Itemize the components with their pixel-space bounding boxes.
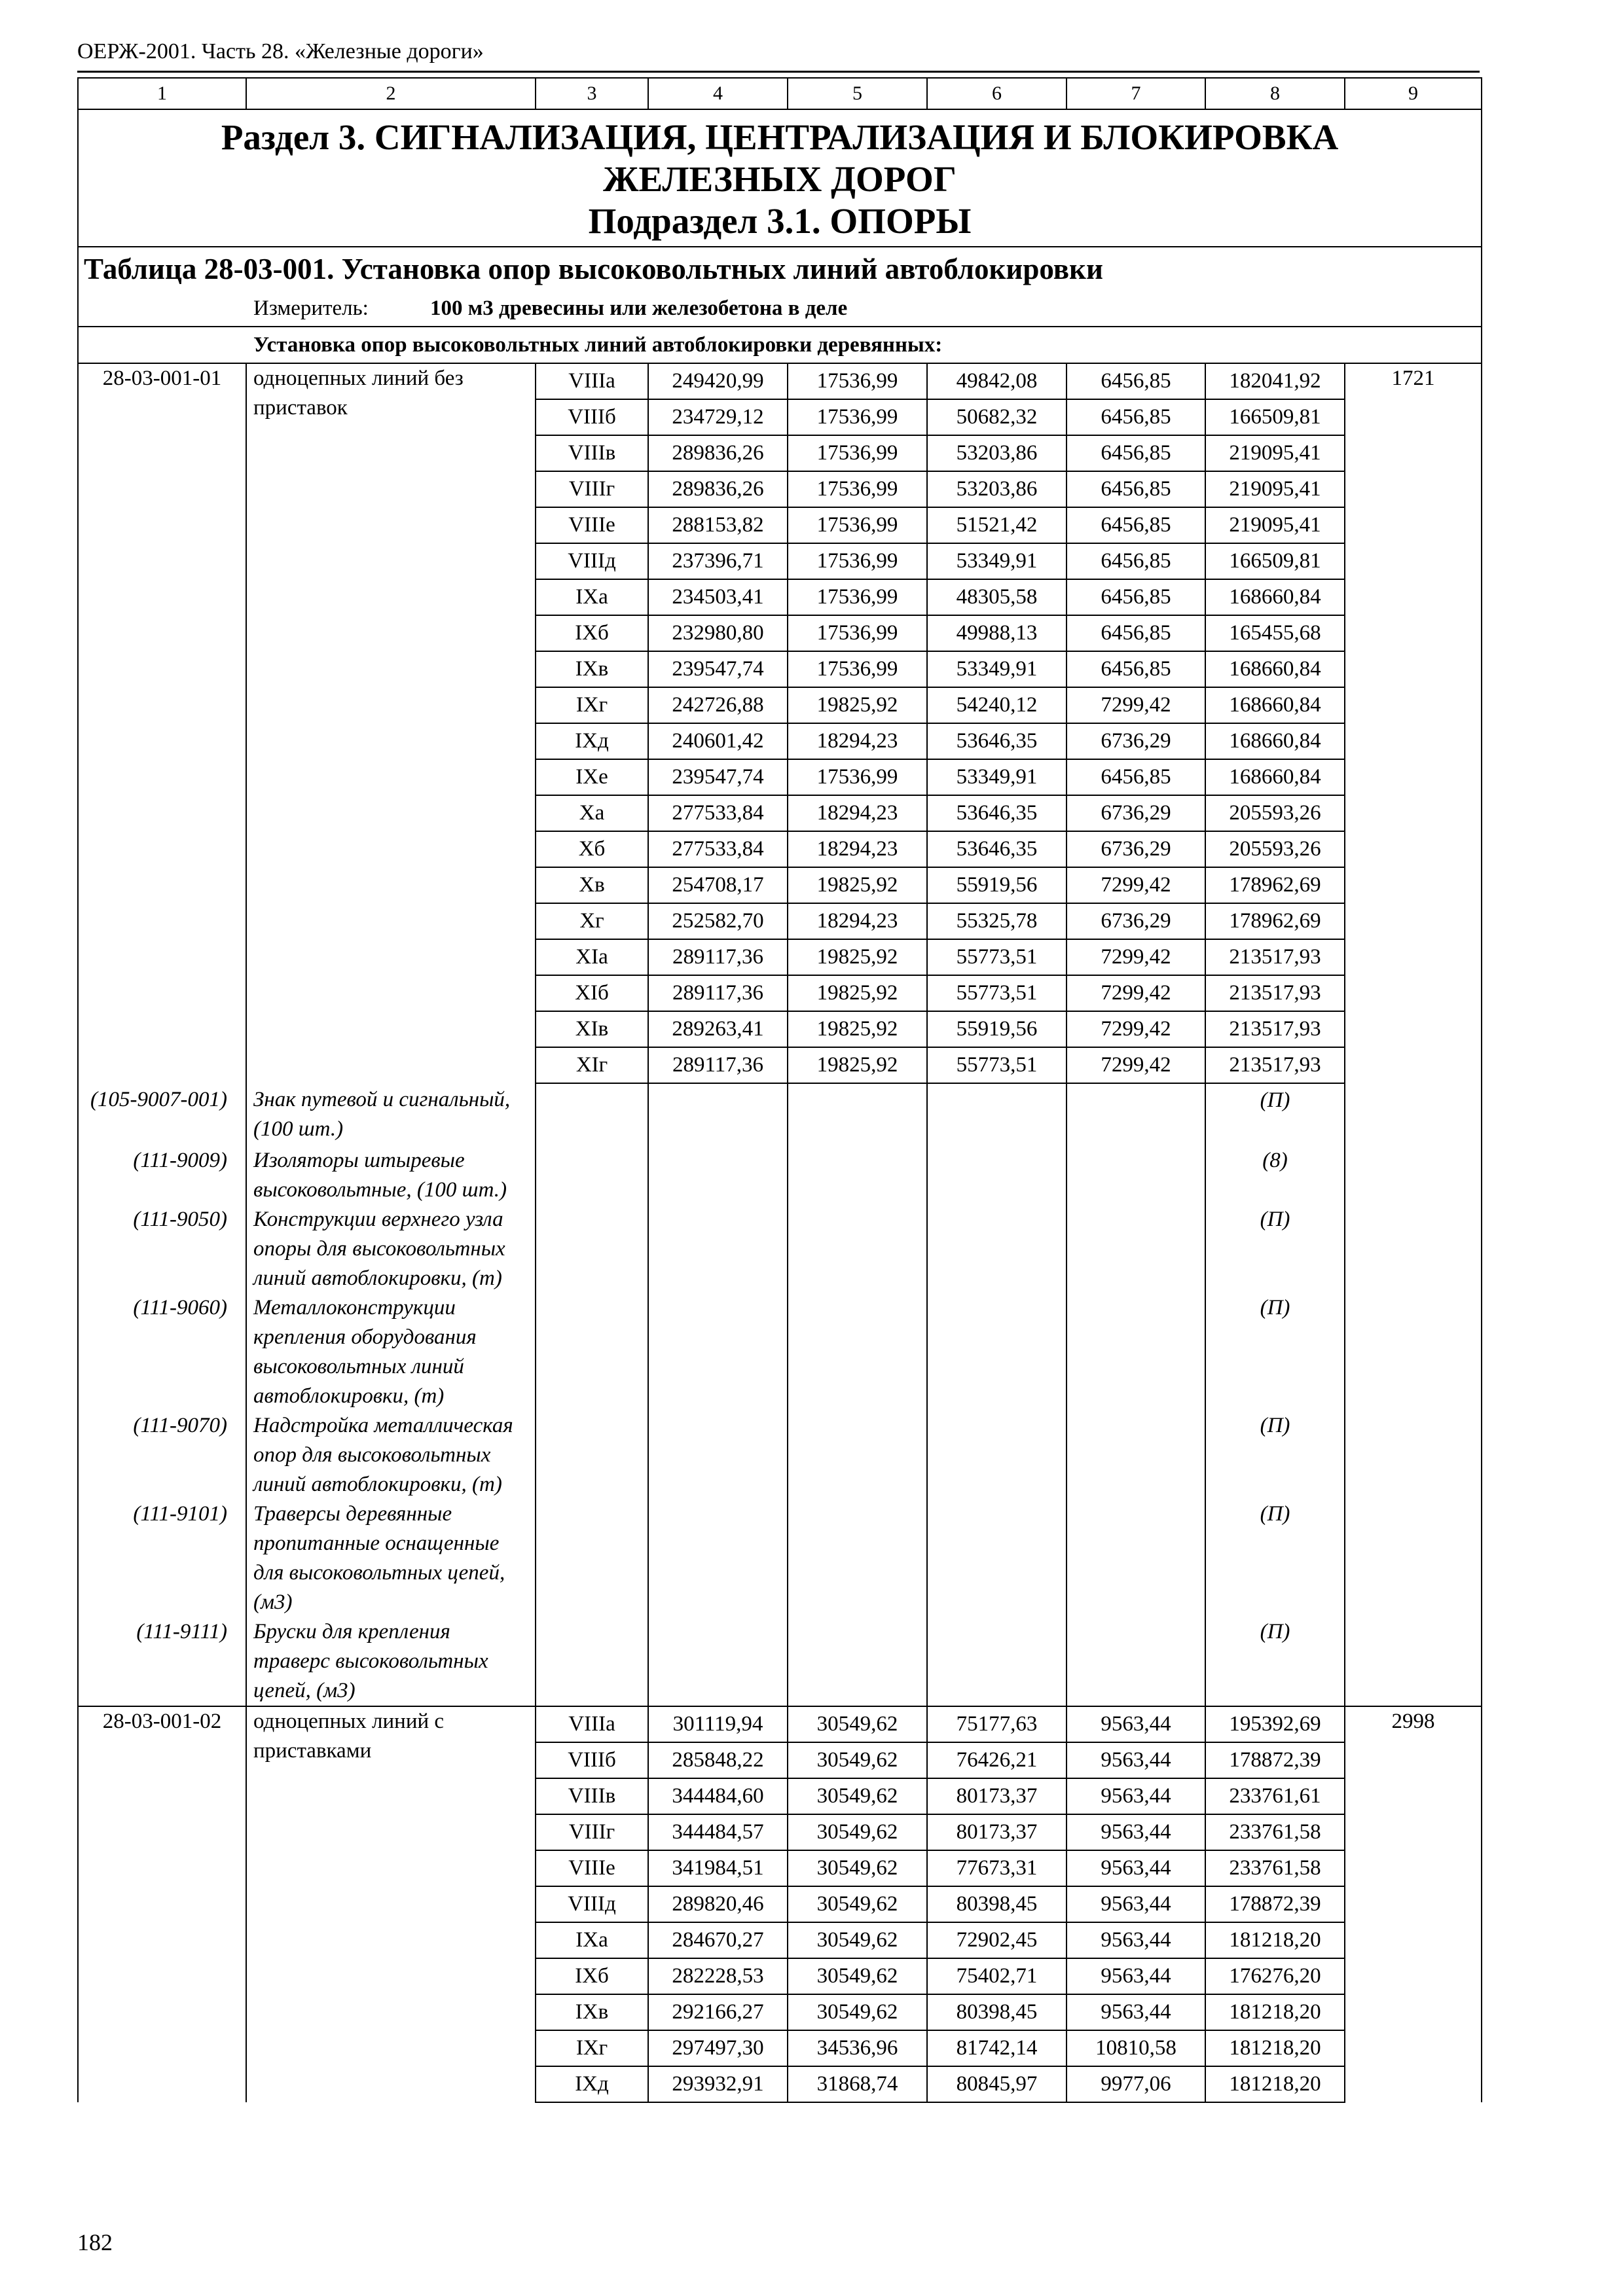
value-cell: 234503,41 — [648, 579, 788, 615]
empty-cell — [1067, 1499, 1205, 1617]
category-cell: Xг — [536, 903, 648, 939]
value-cell: 81742,14 — [927, 2030, 1067, 2066]
value-cell: 6456,85 — [1067, 471, 1205, 507]
value-cell: 54240,12 — [927, 687, 1067, 723]
empty-cell — [1067, 1617, 1205, 1706]
value-cell: 168660,84 — [1205, 579, 1345, 615]
value-cell: 7299,42 — [1067, 939, 1205, 975]
resource-row — [78, 1146, 1482, 1205]
section-title-line: Раздел 3. СИГНАЛИЗАЦИЯ, ЦЕНТРАЛИЗАЦИЯ И БЛОКИРОВКА — [221, 117, 1339, 157]
value-cell: 289836,26 — [648, 471, 788, 507]
empty-cell — [1067, 1293, 1205, 1411]
value-cell: 19825,92 — [788, 1011, 927, 1047]
value-cell: 277533,84 — [648, 831, 788, 867]
value-cell: 80398,45 — [927, 1994, 1067, 2030]
empty-cell — [648, 1146, 788, 1205]
value-cell: 205593,26 — [1205, 831, 1345, 867]
resource-row — [78, 1411, 1482, 1499]
value-cell: 17536,99 — [788, 435, 927, 471]
value-cell: 166509,81 — [1205, 399, 1345, 435]
table-row — [78, 1706, 1482, 1742]
empty-cell — [1345, 1083, 1482, 1146]
value-cell: 9563,44 — [1067, 1850, 1205, 1886]
empty-cell — [536, 1293, 648, 1411]
page-number: 182 — [77, 2229, 113, 2255]
value-cell: 80398,45 — [927, 1886, 1067, 1922]
value-cell: 9977,06 — [1067, 2066, 1205, 2102]
empty-cell — [788, 1411, 927, 1499]
empty-cell — [536, 1499, 648, 1617]
value-cell: 55773,51 — [927, 939, 1067, 975]
value-cell: 7299,42 — [1067, 1011, 1205, 1047]
running-header: ОЕРЖ-2001. Часть 28. «Железные дороги» — [77, 39, 484, 63]
category-cell: IXа — [536, 1922, 648, 1958]
value-cell: 17536,99 — [788, 543, 927, 579]
value-cell: 31868,74 — [788, 2066, 927, 2102]
empty-cell — [1067, 1083, 1205, 1146]
category-cell: IXв — [536, 651, 648, 687]
item-col9: 2998 — [1345, 1706, 1482, 2102]
value-cell: 176276,20 — [1205, 1958, 1345, 1994]
resource-name: Конструкции верхнего узла опоры для высоковольтных линий автоблокировки, (т) — [246, 1205, 536, 1293]
value-cell: 49988,13 — [927, 615, 1067, 651]
value-cell: 53203,86 — [927, 435, 1067, 471]
value-cell: 219095,41 — [1205, 471, 1345, 507]
value-cell: 80173,37 — [927, 1814, 1067, 1850]
value-cell: 17536,99 — [788, 471, 927, 507]
value-cell: 49842,08 — [927, 363, 1067, 399]
value-cell: 181218,20 — [1205, 1994, 1345, 2030]
category-cell: VIIIв — [536, 1778, 648, 1814]
empty-cell — [648, 1411, 788, 1499]
resource-value: (8) — [1205, 1146, 1345, 1205]
value-cell: 7299,42 — [1067, 975, 1205, 1011]
value-cell: 6456,85 — [1067, 759, 1205, 795]
empty-cell — [1345, 1499, 1482, 1617]
category-cell: XIг — [536, 1047, 648, 1083]
value-cell: 289820,46 — [648, 1886, 788, 1922]
empty-cell — [927, 1205, 1067, 1293]
empty-cell — [536, 1083, 648, 1146]
resource-value: (П) — [1205, 1411, 1345, 1499]
empty-cell — [1345, 1146, 1482, 1205]
value-cell: 234729,12 — [648, 399, 788, 435]
empty-cell — [927, 1617, 1067, 1706]
column-number: 6 — [927, 78, 1067, 109]
value-cell: 289117,36 — [648, 939, 788, 975]
empty-cell — [788, 1293, 927, 1411]
value-cell: 254708,17 — [648, 867, 788, 903]
category-cell: VIIIа — [536, 1706, 648, 1742]
value-cell: 6736,29 — [1067, 903, 1205, 939]
group-heading: Установка опор высоковольтных линий автоблокировки деревянных: — [78, 327, 1482, 363]
column-number: 8 — [1205, 78, 1345, 109]
resource-code: (111-9050) — [78, 1205, 246, 1293]
value-cell: 293932,91 — [648, 2066, 788, 2102]
value-cell: 19825,92 — [788, 1047, 927, 1083]
category-cell: IXд — [536, 2066, 648, 2102]
resource-value: (П) — [1205, 1293, 1345, 1411]
value-cell: 75177,63 — [927, 1706, 1067, 1742]
empty-cell — [1345, 1205, 1482, 1293]
resource-row — [78, 1083, 1482, 1146]
value-cell: 7299,42 — [1067, 867, 1205, 903]
value-cell: 9563,44 — [1067, 1994, 1205, 2030]
empty-cell — [648, 1499, 788, 1617]
value-cell: 168660,84 — [1205, 759, 1345, 795]
resource-value: (П) — [1205, 1499, 1345, 1617]
resource-row — [78, 1293, 1482, 1411]
group-heading-row — [78, 327, 1482, 363]
value-cell: 19825,92 — [788, 867, 927, 903]
value-cell: 289836,26 — [648, 435, 788, 471]
value-cell: 6736,29 — [1067, 831, 1205, 867]
category-cell: VIIIе — [536, 1850, 648, 1886]
category-cell: IXг — [536, 2030, 648, 2066]
value-cell: 34536,96 — [788, 2030, 927, 2066]
empty-cell — [927, 1293, 1067, 1411]
resource-code: (111-9101) — [78, 1499, 246, 1617]
value-cell: 80173,37 — [927, 1778, 1067, 1814]
empty-cell — [1067, 1411, 1205, 1499]
resource-row — [78, 1499, 1482, 1617]
rates-table — [77, 77, 1482, 2103]
value-cell: 55919,56 — [927, 867, 1067, 903]
value-cell: 53203,86 — [927, 471, 1067, 507]
value-cell: 219095,41 — [1205, 507, 1345, 543]
value-cell: 182041,92 — [1205, 363, 1345, 399]
value-cell: 6456,85 — [1067, 615, 1205, 651]
resource-name: Металлоконструкции крепления оборудования высоковольтных линий автоблокировки, (т) — [246, 1293, 536, 1411]
resource-row — [78, 1617, 1482, 1706]
value-cell: 288153,82 — [648, 507, 788, 543]
table-row — [78, 363, 1482, 399]
resource-name: Изоляторы штыревые высоковольтные, (100 шт.) — [246, 1146, 536, 1205]
meter — [78, 291, 1482, 327]
item-name: одноцепных линий без приставок — [246, 363, 536, 1083]
value-cell: 6456,85 — [1067, 543, 1205, 579]
section-title-line: ЖЕЛЕЗНЫХ ДОРОГ — [603, 159, 957, 199]
value-cell: 55325,78 — [927, 903, 1067, 939]
column-numbers-row — [78, 78, 1482, 109]
value-cell: 213517,93 — [1205, 939, 1345, 975]
meter-label: Измеритель: — [253, 296, 369, 320]
category-cell: IXа — [536, 579, 648, 615]
value-cell: 289263,41 — [648, 1011, 788, 1047]
value-cell: 9563,44 — [1067, 1922, 1205, 1958]
category-cell: VIIIа — [536, 363, 648, 399]
resource-name: Знак путевой и сигнальный, (100 шт.) — [246, 1083, 536, 1146]
value-cell: 18294,23 — [788, 723, 927, 759]
value-cell: 30549,62 — [788, 1850, 927, 1886]
value-cell: 205593,26 — [1205, 795, 1345, 831]
value-cell: 239547,74 — [648, 651, 788, 687]
value-cell: 6736,29 — [1067, 795, 1205, 831]
subsection-title: Подраздел 3.1. ОПОРЫ — [588, 201, 972, 241]
value-cell: 10810,58 — [1067, 2030, 1205, 2066]
value-cell: 242726,88 — [648, 687, 788, 723]
header-rule — [77, 71, 1480, 73]
value-cell: 9563,44 — [1067, 1778, 1205, 1814]
value-cell: 9563,44 — [1067, 1706, 1205, 1742]
item-code: 28-03-001-02 — [78, 1706, 246, 2102]
value-cell: 17536,99 — [788, 759, 927, 795]
value-cell: 75402,71 — [927, 1958, 1067, 1994]
category-cell: XIв — [536, 1011, 648, 1047]
value-cell: 181218,20 — [1205, 1922, 1345, 1958]
value-cell: 289117,36 — [648, 975, 788, 1011]
value-cell: 213517,93 — [1205, 975, 1345, 1011]
column-number: 3 — [536, 78, 648, 109]
resource-value: (П) — [1205, 1083, 1345, 1146]
empty-cell — [648, 1293, 788, 1411]
value-cell: 30549,62 — [788, 1958, 927, 1994]
value-cell: 344484,57 — [648, 1814, 788, 1850]
value-cell: 181218,20 — [1205, 2030, 1345, 2066]
column-number: 2 — [246, 78, 536, 109]
value-cell: 219095,41 — [1205, 435, 1345, 471]
value-cell: 19825,92 — [788, 975, 927, 1011]
empty-cell — [1067, 1146, 1205, 1205]
column-number: 9 — [1345, 78, 1482, 109]
empty-cell — [648, 1205, 788, 1293]
resource-code: (111-9009) — [78, 1146, 246, 1205]
empty-cell — [536, 1205, 648, 1293]
resource-name: Надстройка металлическая опор для высоковольтных линий автоблокировки, (т) — [246, 1411, 536, 1499]
category-cell: IXб — [536, 615, 648, 651]
empty-cell — [927, 1499, 1067, 1617]
value-cell: 284670,27 — [648, 1922, 788, 1958]
value-cell: 55773,51 — [927, 1047, 1067, 1083]
category-cell: VIIIе — [536, 507, 648, 543]
table-title-row — [78, 247, 1482, 291]
value-cell: 233761,58 — [1205, 1850, 1345, 1886]
value-cell: 233761,61 — [1205, 1778, 1345, 1814]
value-cell: 344484,60 — [648, 1778, 788, 1814]
value-cell: 7299,42 — [1067, 687, 1205, 723]
category-cell: VIIIг — [536, 1814, 648, 1850]
value-cell: 19825,92 — [788, 687, 927, 723]
value-cell: 292166,27 — [648, 1994, 788, 2030]
value-cell: 240601,42 — [648, 723, 788, 759]
value-cell: 168660,84 — [1205, 651, 1345, 687]
value-cell: 178962,69 — [1205, 867, 1345, 903]
item-code: 28-03-001-01 — [78, 363, 246, 1083]
value-cell: 72902,45 — [927, 1922, 1067, 1958]
value-cell: 53349,91 — [927, 543, 1067, 579]
value-cell: 9563,44 — [1067, 1814, 1205, 1850]
value-cell: 30549,62 — [788, 1994, 927, 2030]
value-cell: 237396,71 — [648, 543, 788, 579]
value-cell: 76426,21 — [927, 1742, 1067, 1778]
value-cell: 165455,68 — [1205, 615, 1345, 651]
value-cell: 178872,39 — [1205, 1742, 1345, 1778]
column-number: 5 — [788, 78, 927, 109]
value-cell: 181218,20 — [1205, 2066, 1345, 2102]
value-cell: 9563,44 — [1067, 1958, 1205, 1994]
category-cell: VIIIб — [536, 1742, 648, 1778]
empty-cell — [788, 1146, 927, 1205]
value-cell: 178962,69 — [1205, 903, 1345, 939]
value-cell: 168660,84 — [1205, 723, 1345, 759]
value-cell: 30549,62 — [788, 1922, 927, 1958]
value-cell: 17536,99 — [788, 399, 927, 435]
value-cell: 195392,69 — [1205, 1706, 1345, 1742]
category-cell: IXв — [536, 1994, 648, 2030]
value-cell: 19825,92 — [788, 939, 927, 975]
empty-cell — [536, 1411, 648, 1499]
value-cell: 166509,81 — [1205, 543, 1345, 579]
category-cell: Xб — [536, 831, 648, 867]
value-cell: 341984,51 — [648, 1850, 788, 1886]
category-cell: VIIIг — [536, 471, 648, 507]
value-cell: 232980,80 — [648, 615, 788, 651]
value-cell: 277533,84 — [648, 795, 788, 831]
value-cell: 17536,99 — [788, 507, 927, 543]
category-cell: VIIIб — [536, 399, 648, 435]
value-cell: 6456,85 — [1067, 507, 1205, 543]
empty-cell — [927, 1083, 1067, 1146]
value-cell: 17536,99 — [788, 615, 927, 651]
empty-cell — [927, 1146, 1067, 1205]
category-cell: XIб — [536, 975, 648, 1011]
category-cell: Xв — [536, 867, 648, 903]
empty-cell — [927, 1411, 1067, 1499]
column-number: 4 — [648, 78, 788, 109]
empty-cell — [648, 1617, 788, 1706]
resource-value: (П) — [1205, 1205, 1345, 1293]
empty-cell — [788, 1083, 927, 1146]
value-cell: 6456,85 — [1067, 651, 1205, 687]
value-cell: 30549,62 — [788, 1778, 927, 1814]
title-row — [78, 109, 1482, 247]
value-cell: 6456,85 — [1067, 435, 1205, 471]
category-cell: IXд — [536, 723, 648, 759]
value-cell: 51521,42 — [927, 507, 1067, 543]
value-cell: 289117,36 — [648, 1047, 788, 1083]
section-title — [78, 109, 1482, 247]
empty-cell — [1345, 1617, 1482, 1706]
value-cell: 30549,62 — [788, 1742, 927, 1778]
empty-cell — [788, 1617, 927, 1706]
value-cell: 213517,93 — [1205, 1011, 1345, 1047]
resource-code: (105-9007-001) — [78, 1083, 246, 1146]
column-number: 1 — [78, 78, 246, 109]
value-cell: 18294,23 — [788, 903, 927, 939]
value-cell: 233761,58 — [1205, 1814, 1345, 1850]
item-name: одноцепных линий с приставками — [246, 1706, 536, 2102]
value-cell: 80845,97 — [927, 2066, 1067, 2102]
column-number: 7 — [1067, 78, 1205, 109]
value-cell: 30549,62 — [788, 1814, 927, 1850]
value-cell: 53646,35 — [927, 723, 1067, 759]
value-cell: 17536,99 — [788, 579, 927, 615]
value-cell: 239547,74 — [648, 759, 788, 795]
value-cell: 48305,58 — [927, 579, 1067, 615]
value-cell: 17536,99 — [788, 651, 927, 687]
category-cell: IXг — [536, 687, 648, 723]
value-cell: 55773,51 — [927, 975, 1067, 1011]
resource-name: Траверсы деревянные пропитанные оснащенные для высоковольтных цепей, (м3) — [246, 1499, 536, 1617]
value-cell: 282228,53 — [648, 1958, 788, 1994]
value-cell: 18294,23 — [788, 795, 927, 831]
value-cell: 53646,35 — [927, 795, 1067, 831]
meter-value: 100 м3 древесины или железобетона в деле — [430, 296, 848, 320]
resource-code: (111-9060) — [78, 1293, 246, 1411]
resource-name: Бруски для крепления траверс высоковольтных цепей, (м3) — [246, 1617, 536, 1706]
value-cell: 18294,23 — [788, 831, 927, 867]
category-cell: VIIIв — [536, 435, 648, 471]
value-cell: 6736,29 — [1067, 723, 1205, 759]
category-cell: VIIIд — [536, 543, 648, 579]
value-cell: 9563,44 — [1067, 1886, 1205, 1922]
empty-cell — [1345, 1293, 1482, 1411]
value-cell: 168660,84 — [1205, 687, 1345, 723]
value-cell: 252582,70 — [648, 903, 788, 939]
value-cell: 53349,91 — [927, 759, 1067, 795]
empty-cell — [788, 1205, 927, 1293]
empty-cell — [648, 1083, 788, 1146]
category-cell: IXб — [536, 1958, 648, 1994]
value-cell: 213517,93 — [1205, 1047, 1345, 1083]
empty-cell — [536, 1617, 648, 1706]
value-cell: 6456,85 — [1067, 399, 1205, 435]
empty-cell — [536, 1146, 648, 1205]
value-cell: 249420,99 — [648, 363, 788, 399]
category-cell: IXе — [536, 759, 648, 795]
value-cell: 50682,32 — [927, 399, 1067, 435]
value-cell: 301119,94 — [648, 1706, 788, 1742]
value-cell: 77673,31 — [927, 1850, 1067, 1886]
resource-code: (111-9111) — [78, 1617, 246, 1706]
table-title: Таблица 28-03-001. Установка опор высоковольтных линий автоблокировки — [78, 247, 1482, 291]
empty-cell — [1345, 1411, 1482, 1499]
empty-cell — [1067, 1205, 1205, 1293]
value-cell: 285848,22 — [648, 1742, 788, 1778]
value-cell: 178872,39 — [1205, 1886, 1345, 1922]
value-cell: 6456,85 — [1067, 579, 1205, 615]
value-cell: 7299,42 — [1067, 1047, 1205, 1083]
value-cell: 55919,56 — [927, 1011, 1067, 1047]
category-cell: XIа — [536, 939, 648, 975]
value-cell: 9563,44 — [1067, 1742, 1205, 1778]
value-cell: 6456,85 — [1067, 363, 1205, 399]
value-cell: 53646,35 — [927, 831, 1067, 867]
resource-row — [78, 1205, 1482, 1293]
meter-row — [78, 291, 1482, 327]
category-cell: Xа — [536, 795, 648, 831]
empty-cell — [788, 1499, 927, 1617]
item-col9: 1721 — [1345, 363, 1482, 1083]
value-cell: 53349,91 — [927, 651, 1067, 687]
resource-code: (111-9070) — [78, 1411, 246, 1499]
value-cell: 17536,99 — [788, 363, 927, 399]
value-cell: 297497,30 — [648, 2030, 788, 2066]
category-cell: VIIIд — [536, 1886, 648, 1922]
resource-value: (П) — [1205, 1617, 1345, 1706]
value-cell: 30549,62 — [788, 1886, 927, 1922]
value-cell: 30549,62 — [788, 1706, 927, 1742]
